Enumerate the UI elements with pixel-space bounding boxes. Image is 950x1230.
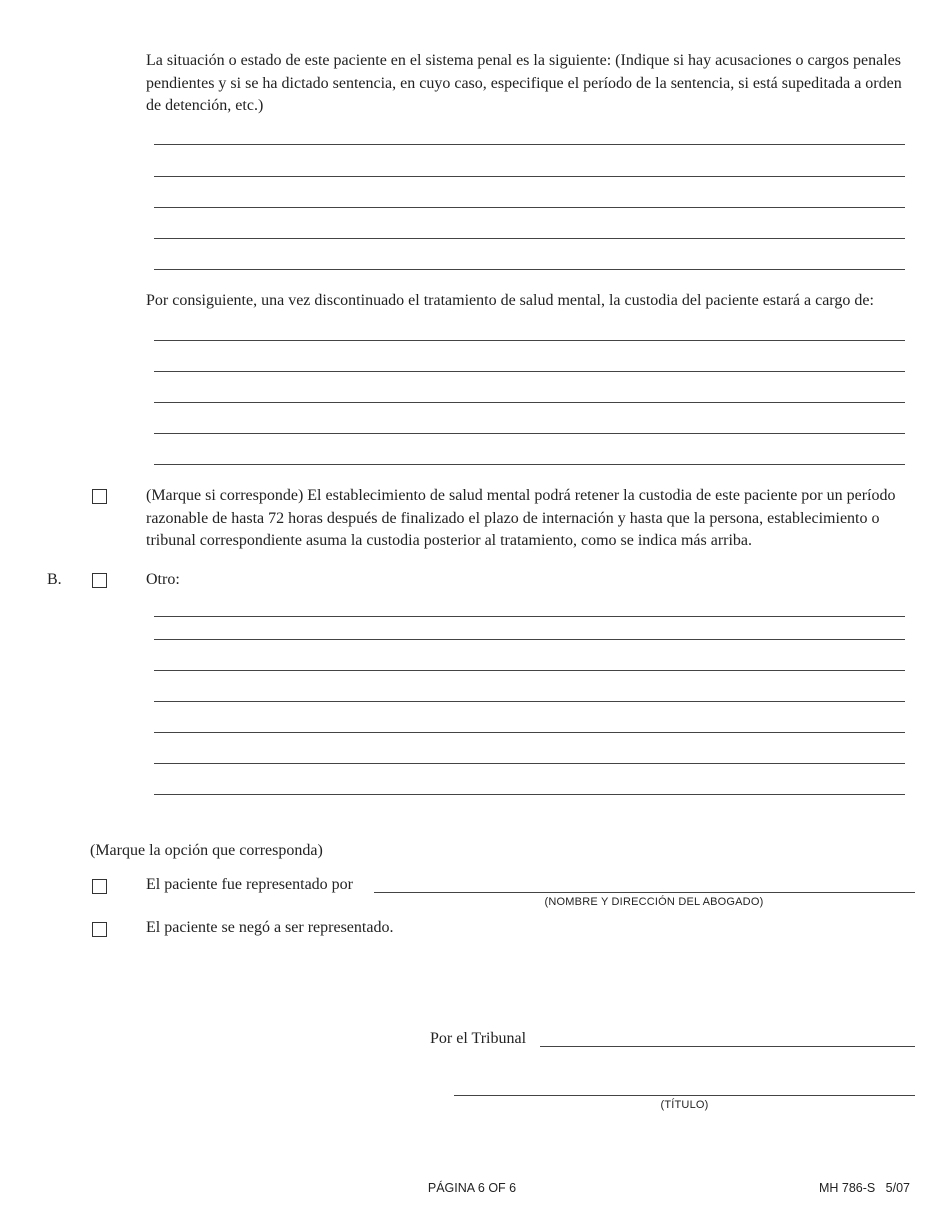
refused-checkbox[interactable] [92, 922, 107, 937]
retain-custody-checkbox[interactable] [92, 489, 107, 504]
answer-line[interactable] [154, 794, 905, 795]
attorney-caption: (NOMBRE Y DIRECCIÓN DEL ABOGADO) [544, 896, 764, 908]
court-label: Por el Tribunal [430, 1030, 527, 1047]
retain-custody-text: (Marque si corresponde) El establecimiento de salud mental podrá retener la custodia de este paciente por un período razonable de hasta 72 horas después de finalizado el plazo de internación y hasta que la persona, establecimiento o tribunal correspondiente asuma la custodia posterior al tratamiento, como se indica más arriba. [146, 487, 896, 549]
other-label: Otro: [146, 571, 180, 588]
section-b-letter: B. [47, 571, 62, 588]
answer-line[interactable] [154, 732, 905, 733]
page-number: PÁGINA 6 OF 6 [427, 1181, 517, 1195]
answer-line[interactable] [154, 402, 905, 403]
answer-line[interactable] [154, 763, 905, 764]
penal-status-instructions: La situación o estado de este paciente en el sistema penal es la siguiente: (Indique si hay acusaciones o cargos penales pendientes y si se ha dictado sentencia, en cuyo caso, especifique el período de la sentencia, si está supeditada a orden de detención, etc.) [146, 52, 902, 114]
answer-line[interactable] [154, 269, 905, 270]
answer-line[interactable] [154, 371, 905, 372]
answer-line[interactable] [154, 670, 905, 671]
answer-line[interactable] [154, 238, 905, 239]
answer-line[interactable] [154, 207, 905, 208]
answer-line[interactable] [154, 701, 905, 702]
answer-line[interactable] [154, 464, 905, 465]
title-line[interactable] [454, 1095, 915, 1096]
answer-line[interactable] [154, 616, 905, 617]
title-caption: (TÍTULO) [660, 1099, 709, 1111]
other-checkbox[interactable] [92, 573, 107, 588]
answer-line[interactable] [154, 176, 905, 177]
court-signature-line[interactable] [540, 1046, 915, 1047]
attorney-name-line[interactable] [374, 892, 915, 893]
represented-label: El paciente fue representado por [146, 876, 354, 893]
representation-instruction: (Marque la opción que corresponda) [90, 842, 323, 859]
answer-line[interactable] [154, 340, 905, 341]
answer-line[interactable] [154, 433, 905, 434]
answer-line[interactable] [154, 639, 905, 640]
answer-line[interactable] [154, 144, 905, 145]
form-id: MH 786-S 5/07 [818, 1181, 910, 1195]
refused-label: El paciente se negó a ser representado. [146, 919, 394, 936]
represented-checkbox[interactable] [92, 879, 107, 894]
custody-statement: Por consiguiente, una vez discontinuado el tratamiento de salud mental, la custodia del paciente estará a cargo de: [146, 292, 874, 309]
